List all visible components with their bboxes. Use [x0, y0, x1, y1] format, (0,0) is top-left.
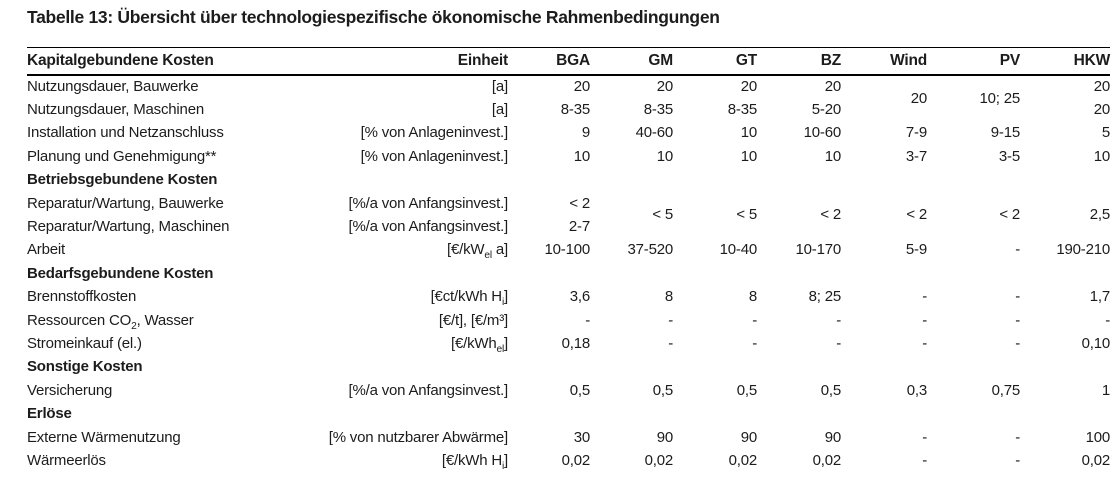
- value-cell: 20: [1093, 78, 1110, 96]
- value-cell: -: [1015, 241, 1020, 259]
- row-unit: [€ct/kWh $H_i$]: [430, 288, 508, 309]
- row-label: Nutzungsdauer, Bauwerke: [27, 78, 199, 96]
- value-cell: 3-5: [998, 147, 1020, 165]
- row-unit: [€/kWh$_{el}$]: [451, 334, 508, 355]
- value-cell: 8-35: [727, 101, 757, 119]
- value-cell: -: [1015, 288, 1020, 306]
- value-cell: 190-210: [1056, 241, 1110, 259]
- section-header: Bedarfsgebundene Kosten: [27, 264, 214, 282]
- value-cell: -: [1015, 451, 1020, 469]
- table-row: [27, 191, 1110, 214]
- value-cell: -: [922, 334, 927, 352]
- row-label: Installation und Netzanschluss: [27, 124, 224, 142]
- value-cell: 10; 25: [979, 89, 1020, 107]
- column-header-hkw: HKW: [1020, 48, 1110, 75]
- row-label: Reparatur/Wartung, Maschinen: [27, 218, 230, 236]
- value-cell: 0,10: [1081, 334, 1110, 352]
- value-cell: 3-7: [905, 147, 927, 165]
- column-header-pv: PV: [927, 48, 1020, 75]
- row-unit: [€/kWh $H_i$]: [441, 451, 508, 472]
- value-cell: 10: [740, 124, 757, 142]
- value-cell: 3,6: [569, 288, 590, 306]
- value-cell: 0,75: [991, 381, 1020, 399]
- value-cell: 5-9: [905, 241, 927, 259]
- section-header: Sonstige Kosten: [27, 358, 143, 376]
- value-cell: -: [1015, 334, 1020, 352]
- value-cell: 0,5: [820, 381, 841, 399]
- table-row: [27, 238, 1110, 261]
- value-cell: < 2: [999, 206, 1020, 224]
- row-label: Brennstoffkosten: [27, 288, 137, 306]
- value-cell: 10-170: [795, 241, 841, 259]
- column-header-bz: BZ: [757, 48, 841, 75]
- value-cell: 0,5: [652, 381, 673, 399]
- value-cell: 10: [740, 147, 757, 165]
- row-unit: [%/a von Anfangsinvest.]: [348, 381, 508, 399]
- value-cell: 0,02: [1081, 451, 1110, 469]
- value-cell: 20: [1093, 101, 1110, 119]
- value-cell: 1: [1101, 381, 1110, 399]
- column-header-bga: BGA: [508, 48, 590, 75]
- value-cell: < 2: [906, 206, 927, 224]
- table-title: Tabelle 13: Übersicht über technologiespezifische ökonomische Rahmenbedingungen: [27, 7, 720, 27]
- value-cell: 0,02: [644, 451, 673, 469]
- value-cell: 0,02: [728, 451, 757, 469]
- value-cell: 0,3: [906, 381, 927, 399]
- econ-table-container: [27, 47, 1110, 472]
- value-cell: 10-100: [544, 241, 590, 259]
- row-label: Reparatur/Wartung, Bauwerke: [27, 194, 224, 212]
- value-cell: 20: [573, 78, 590, 96]
- value-cell: 10-60: [803, 124, 841, 142]
- row-label: Stromeinkauf (el.): [27, 334, 142, 352]
- column-header-gm: GM: [590, 48, 673, 75]
- value-cell: 20: [824, 78, 841, 96]
- value-cell: -: [752, 311, 757, 329]
- column-header-unit: Einheit: [308, 48, 508, 75]
- table-row: [27, 379, 1110, 402]
- row-unit: [% von Anlageninvest.]: [360, 124, 508, 142]
- value-cell: 10: [1093, 147, 1110, 165]
- value-cell: 10: [824, 147, 841, 165]
- value-cell: 8-35: [643, 101, 673, 119]
- table-row: [27, 285, 1110, 308]
- value-cell: 0,02: [812, 451, 841, 469]
- header-row: [27, 48, 1110, 75]
- value-cell: 1,7: [1089, 288, 1110, 306]
- section-row: [27, 262, 1110, 285]
- section-row: [27, 355, 1110, 378]
- value-cell: -: [836, 311, 841, 329]
- value-cell: < 2: [820, 206, 841, 224]
- econ-table: [27, 47, 1110, 472]
- value-cell: -: [922, 311, 927, 329]
- value-cell: -: [922, 428, 927, 446]
- value-cell: 10: [573, 147, 590, 165]
- value-cell: -: [922, 288, 927, 306]
- row-unit: [%/a von Anfangsinvest.]: [348, 194, 508, 212]
- value-cell: 20: [656, 78, 673, 96]
- value-cell: 90: [656, 428, 673, 446]
- value-cell: -: [922, 451, 927, 469]
- row-unit: [a]: [491, 78, 508, 96]
- value-cell: 0,5: [569, 381, 590, 399]
- column-header-wind: Wind: [841, 48, 927, 75]
- value-cell: 5: [1101, 124, 1110, 142]
- value-cell: 0,02: [561, 451, 590, 469]
- value-cell: 8: [748, 288, 757, 306]
- value-cell: 0,18: [561, 334, 590, 352]
- column-header-param: Kapitalgebundene Kosten: [27, 48, 308, 75]
- value-cell: 10: [656, 147, 673, 165]
- value-cell: 2,5: [1089, 206, 1110, 224]
- value-cell: 30: [573, 428, 590, 446]
- row-label: Wärmeerlös: [27, 451, 106, 469]
- row-label: Arbeit: [27, 241, 65, 259]
- value-cell: < 5: [652, 206, 673, 224]
- section-row: [27, 402, 1110, 425]
- row-unit: [€/t], [€/m³]: [438, 311, 508, 329]
- value-cell: < 5: [736, 206, 757, 224]
- row-label: Nutzungsdauer, Maschinen: [27, 101, 204, 119]
- table-row: [27, 308, 1110, 331]
- row-label: Versicherung: [27, 381, 113, 399]
- row-unit: [a]: [491, 101, 508, 119]
- value-cell: -: [836, 334, 841, 352]
- value-cell: 40-60: [635, 124, 673, 142]
- value-cell: 8; 25: [808, 288, 841, 306]
- value-cell: 10-40: [719, 241, 757, 259]
- table-row: [27, 121, 1110, 144]
- value-cell: 5-20: [811, 101, 841, 119]
- value-cell: 7-9: [905, 124, 927, 142]
- row-label: Ressourcen $CO_2$, Wasser: [27, 311, 194, 332]
- value-cell: 90: [740, 428, 757, 446]
- section-header: Erlöse: [27, 405, 72, 423]
- column-header-gt: GT: [673, 48, 757, 75]
- value-cell: 8-35: [560, 101, 590, 119]
- value-cell: 0,5: [736, 381, 757, 399]
- row-unit: [$€/kW_{el}$ a]: [447, 241, 508, 262]
- section-row: [27, 168, 1110, 191]
- value-cell: 90: [824, 428, 841, 446]
- row-unit: [% von Anlageninvest.]: [360, 147, 508, 165]
- value-cell: -: [752, 334, 757, 352]
- table-row: [27, 145, 1110, 168]
- table-row: [27, 449, 1110, 472]
- value-cell: 9-15: [990, 124, 1020, 142]
- row-unit: [% von nutzbarer Abwärme]: [328, 428, 508, 446]
- value-cell: -: [1015, 428, 1020, 446]
- table-body: [27, 75, 1110, 473]
- value-cell: -: [668, 311, 673, 329]
- row-label: Externe Wärmenutzung: [27, 428, 181, 446]
- value-cell: -: [1105, 311, 1110, 329]
- value-cell: 2-7: [568, 218, 590, 236]
- value-cell: 8: [664, 288, 673, 306]
- value-cell: -: [668, 334, 673, 352]
- row-label: Planung und Genehmigung**: [27, 147, 217, 165]
- row-unit: [%/a von Anfangsinvest.]: [348, 218, 508, 236]
- table-row: [27, 425, 1110, 448]
- table-row: [27, 332, 1110, 355]
- value-cell: 37-520: [627, 241, 673, 259]
- value-cell: 20: [740, 78, 757, 96]
- value-cell: -: [585, 311, 590, 329]
- value-cell: -: [1015, 311, 1020, 329]
- section-header: Betriebsgebundene Kosten: [27, 171, 218, 189]
- value-cell: < 2: [569, 194, 590, 212]
- value-cell: 20: [910, 89, 927, 107]
- value-cell: 100: [1085, 428, 1110, 446]
- table-row: [27, 75, 1110, 98]
- value-cell: 9: [581, 124, 590, 142]
